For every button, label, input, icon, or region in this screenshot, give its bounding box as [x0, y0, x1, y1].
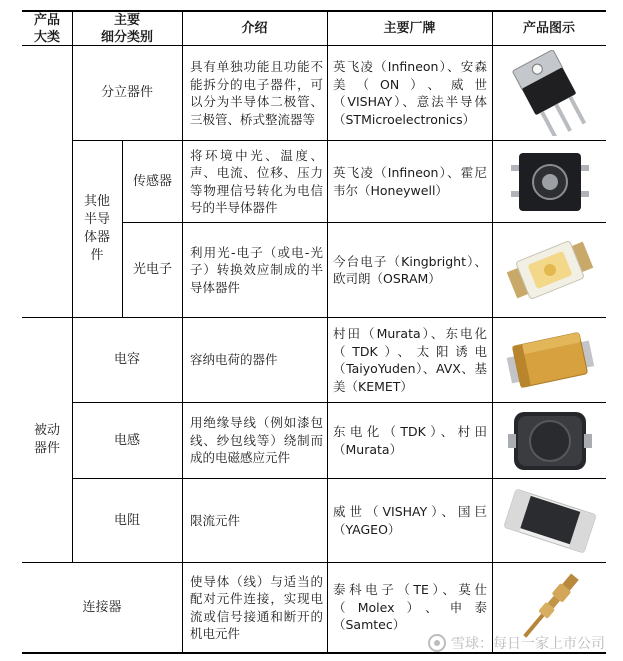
description-cell: 用绝缘导线（例如漆包线、纱包线等）绕制而成的电磁感应元件 — [190, 415, 323, 466]
watermark-text: 雪球：每日一家上市公司 — [451, 636, 605, 652]
watermark — [428, 633, 605, 653]
chip-resistor-icon — [493, 479, 606, 562]
brands-cell: 威世（VISHAY）、国巨（YAGEO） — [333, 504, 487, 537]
product-table — [22, 10, 606, 654]
brands-cell: 今台电子（Kingbright）、欧司朗（OSRAM） — [333, 253, 487, 286]
xueqiu-logo-icon — [428, 634, 446, 652]
header-brands: 主要厂牌 — [383, 21, 436, 36]
brands-cell: 泰科电子（TE）、莫仕（Molex）、申泰（Samtec） — [333, 582, 487, 633]
subcategory-inductor: 电感 — [113, 432, 140, 448]
description-cell: 利用光-电子（或电-光子）转换效应制成的半导体器件 — [190, 244, 323, 295]
header-description: 介绍 — [241, 21, 268, 36]
subcategory-sensor: 传感器 — [132, 173, 172, 189]
brands-cell: 东电化（TDK）、村田（Murata） — [333, 424, 487, 457]
header-image: 产品图示 — [522, 21, 575, 36]
category-passive: 被动 器件 — [33, 423, 60, 456]
brands-cell: 村田（Murata）、东电化（TDK）、太阳诱电（TaiyoYuden）、AVX、基美（KEMET） — [333, 326, 487, 394]
brands-cell: 英飞凌（Infineon）、安森美（ON）、威世（VISHAY）、意法半导体（STMicroelectronics） — [333, 59, 487, 127]
tantalum-capacitor-icon — [493, 318, 606, 402]
subcategory-optoelectronics: 光电子 — [132, 262, 172, 277]
to220-transistor-icon — [493, 46, 606, 140]
description-cell: 具有单独功能且功能不能拆分的电子器件，可以分为半导体二极管、三极管、桥式整流器等 — [190, 59, 323, 127]
header-subcategory: 主要 细分类别 — [100, 12, 153, 45]
power-inductor-icon — [493, 403, 606, 478]
description-cell: 将环境中光、温度、声、电流、位移、压力等物理信号转化为电信号的半导体器件 — [190, 147, 323, 215]
subcategory-connector: 连接器 — [82, 599, 122, 615]
subcategory-resistor: 电阻 — [113, 512, 140, 528]
pressure-sensor-icon — [493, 141, 606, 222]
subcategory-capacitor: 电容 — [113, 352, 140, 367]
smd-led-icon — [493, 223, 606, 317]
group-other-semiconductors: 其他 半导 体器 件 — [83, 194, 110, 263]
brands-cell: 英飞凌（Infineon）、霍尼韦尔（Honeywell） — [333, 165, 487, 198]
description-cell: 使导体（线）与适当的配对元件连接，实现电流或信号接通和断开的机电元件 — [190, 573, 323, 641]
subcategory-discrete: 分立器件 — [100, 85, 153, 100]
description-cell: 容纳电荷的器件 — [190, 352, 278, 368]
header-category: 产品 大类 — [33, 12, 60, 45]
description-cell: 限流元件 — [190, 512, 241, 528]
